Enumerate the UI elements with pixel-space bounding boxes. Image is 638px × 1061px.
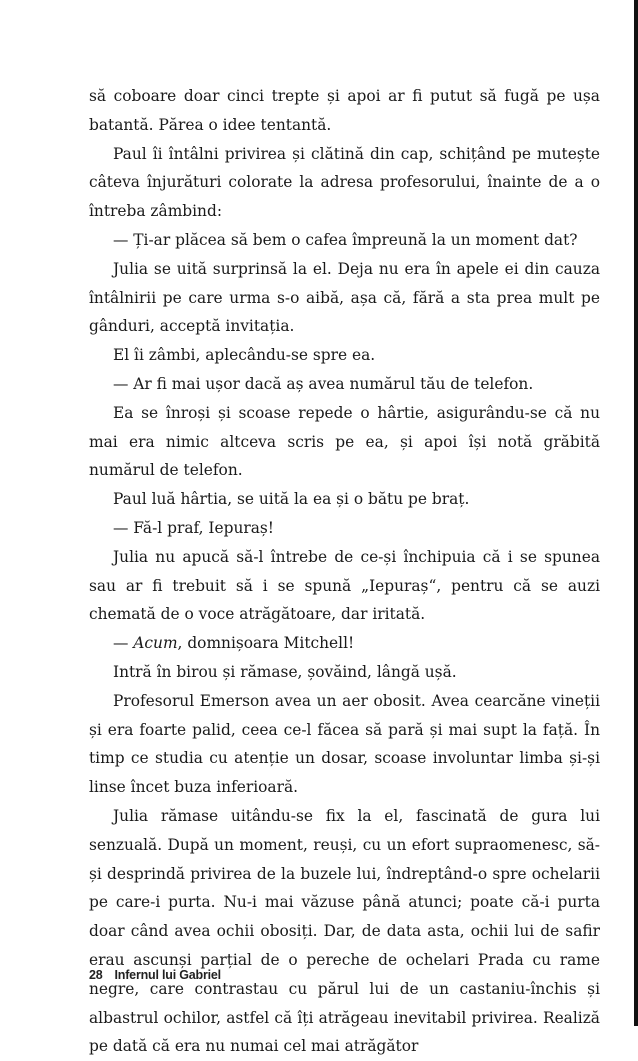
dialogue-line: — Ți-ar plăcea să bem o cafea împreună la un moment dat? [113, 230, 578, 249]
paragraph: El îi zâmbi, aplecându-se spre ea. [113, 346, 376, 365]
italic-emphasis: Acum [133, 634, 178, 653]
paragraph: Julia se uită surprinsă la el. Deja nu era în apele ei din cauza întâlnirii pe care urma s-o aibă, așa că, fără a sta prea mult pe gânduri, acceptă invitația. [89, 259, 600, 336]
paragraph: Intră în birou și rămase, șovăind, lângă ușă. [113, 662, 457, 681]
dialogue-line: — Fă-l praf, Iepuraș! [113, 518, 274, 537]
paragraph: Paul îi întâlni privirea și clătină din cap, schițând pe mutește câteva înjurături colorate la adresa profesorului, înainte de a o întreba zâmbind: [89, 144, 600, 221]
dialogue-rest: , domnișoara Mitchell! [177, 634, 355, 653]
dialogue-line-italic [89, 629, 600, 658]
dialogue-line: — Ar fi mai ușor dacă aș avea numărul tău de telefon. [113, 374, 534, 393]
book-title: Infernul lui Gabriel [114, 968, 221, 982]
page-body [89, 82, 600, 1061]
paragraph: Julia nu apucă să-l întrebe de ce-și închipuia că i se spunea sau ar fi trebuit să i se spună „Iepuraș“, pentru că se auzi chemată de o voce atrăgătoare, dar iritată. [89, 547, 600, 624]
page-number: 28 [89, 968, 103, 982]
dialogue-dash: — [113, 634, 134, 653]
book-spine-edge [634, 0, 638, 1026]
paragraph: Ea se înroși și scoase repede o hârtie, asigurându-se că nu mai era nimic altceva scris pe ea, și apoi își notă grăbită numărul de telefon. [89, 403, 600, 480]
paragraph: să coboare doar cinci trepte și apoi ar fi putut să fugă pe ușa batantă. Părea o idee tentantă. [89, 87, 600, 134]
paragraph: Julia rămase uitându-se fix la el, fascinată de gura lui senzuală. După un moment, reuși, cu un efort supraomenesc, să-și desprindă privirea de la buzele lui, îndreptând-o spre ochelarii pe care-i purta. Nu-i mai văzuse până atunci; poate că-i purta doar când avea ochii obosiți. Dar, de data asta, ochii lui de safir erau ascunși parțial de o pereche de ochelari Prada cu rame negre, care contrastau cu părul lui de un castaniu-închis și albastrul ochilor, astfel că îți atrăgeau inevitabil privirea. Realiză pe dată că era nu numai cel mai atrăgător [89, 806, 600, 1056]
page-footer [89, 968, 221, 982]
paragraph: Profesorul Emerson avea un aer obosit. Avea cearcăne vineții și era foarte palid, ceea ce-l făcea să pară și mai supt la față. În timp ce studia cu atenție un dosar, scoase involuntar limba și-și linse încet buza inferioară. [89, 691, 600, 797]
paragraph: Paul luă hârtia, se uită la ea și o bătu pe braț. [113, 490, 470, 509]
